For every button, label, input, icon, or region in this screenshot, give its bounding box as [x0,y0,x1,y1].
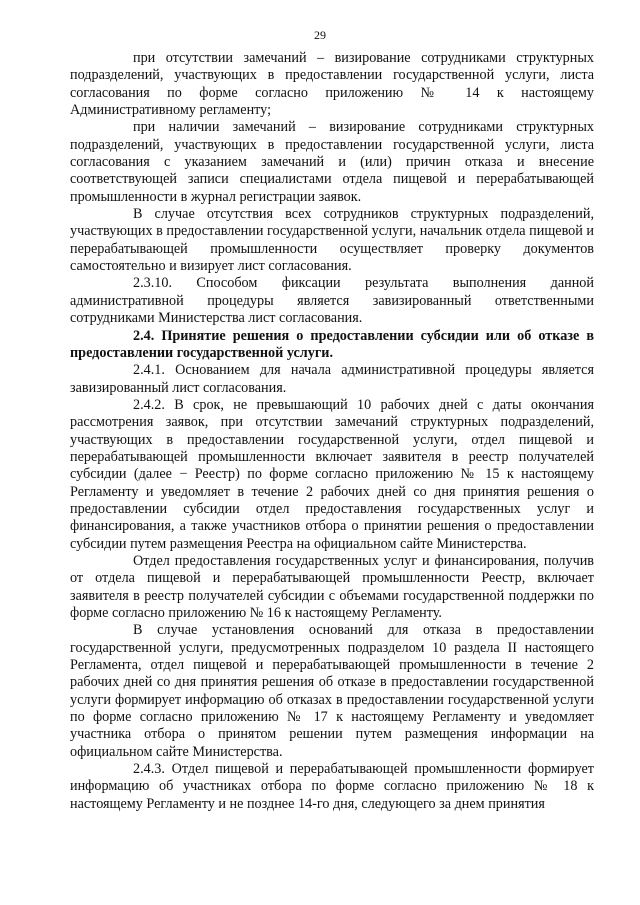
section-heading: 2.4. Принятие решения о предоставлении субсидии или об отказе в предоставлении государственной услуги. [70,327,594,361]
paragraph: при отсутствии замечаний – визирование сотрудниками структурных подразделений, участвующих в предоставлении государственной услуги, листа согласования по форме согласно приложению № 14 к настоящему Административному регламенту; [70,50,594,119]
paragraph: 2.4.2. В срок, не превышающий 10 рабочих дней с даты окончания рассмотрения заявок, при отсутствии замечаний структурных подразделений, участвующих в предоставлении государственной услуги, отдел пищевой и перерабатывающей промышленности включает заявителя в реестр получателей субсидии (далее − Реестр) по форме согласно приложению № 15 к настоящему Регламенту и уведомляет в течение 2 рабочих дней со дня принятия решения о предоставлении субсидии отдел предоставления государственных услуг и финансирования, а также участников отбора о принятии решения о предоставлении субсидии путем размещения Реестра на официальном сайте Министерства. [70,396,594,552]
paragraph: Отдел предоставления государственных услуг и финансирования, получив от отдела пищевой и перерабатывающей промышленности Реестр, включает заявителя в реестр получателей субсидии с объемами государственной поддержки по форме согласно приложению № 16 к настоящему Регламенту. [70,552,594,621]
document-body [70,50,594,813]
paragraph: при наличии замечаний – визирование сотрудниками структурных подразделений, участвующих в предоставлении государственной услуги, листа согласования с указанием замечаний и (или) причин отказа и внесение соответствующей записи специалистами отдела пищевой и перерабатывающей промышленности в журнал регистрации заявок. [70,119,594,205]
paragraph: 2.4.3. Отдел пищевой и перерабатывающей промышленности формирует информацию об участниках отбора по форме согласно приложению № 18 к настоящему Регламенту и не позднее 14-го дня, следующего за днем принятия [70,761,594,812]
paragraph: В случае отсутствия всех сотрудников структурных подразделений, участвующих в предоставлении государственной услуги, начальник отдела пищевой и перерабатывающей промышленности осуществляет проверку документов самостоятельно и визирует лист согласования. [70,206,594,275]
paragraph: В случае установления оснований для отказа в предоставлении государственной услуги, предусмотренных подразделом 10 раздела II настоящего Регламента, отдел пищевой и перерабатывающей промышленности в течение 2 рабочих дней со дня принятия решения об отказе в предоставлении государственной услуги формирует информацию об отказах в предоставлении государственной услуги по форме согласно приложению № 17 к настоящему Регламенту и уведомляет участника отбора о принятом решении путем размещения информации на официальном сайте Министерства. [70,622,594,760]
paragraph: 2.3.10. Способом фиксации результата выполнения данной административной процедуры является завизированный ответственными сотрудниками Министерства лист согласования. [70,275,594,327]
paragraph: 2.4.1. Основанием для начала административной процедуры является завизированный лист согласования. [70,362,594,396]
page-number: 29 [314,28,326,42]
